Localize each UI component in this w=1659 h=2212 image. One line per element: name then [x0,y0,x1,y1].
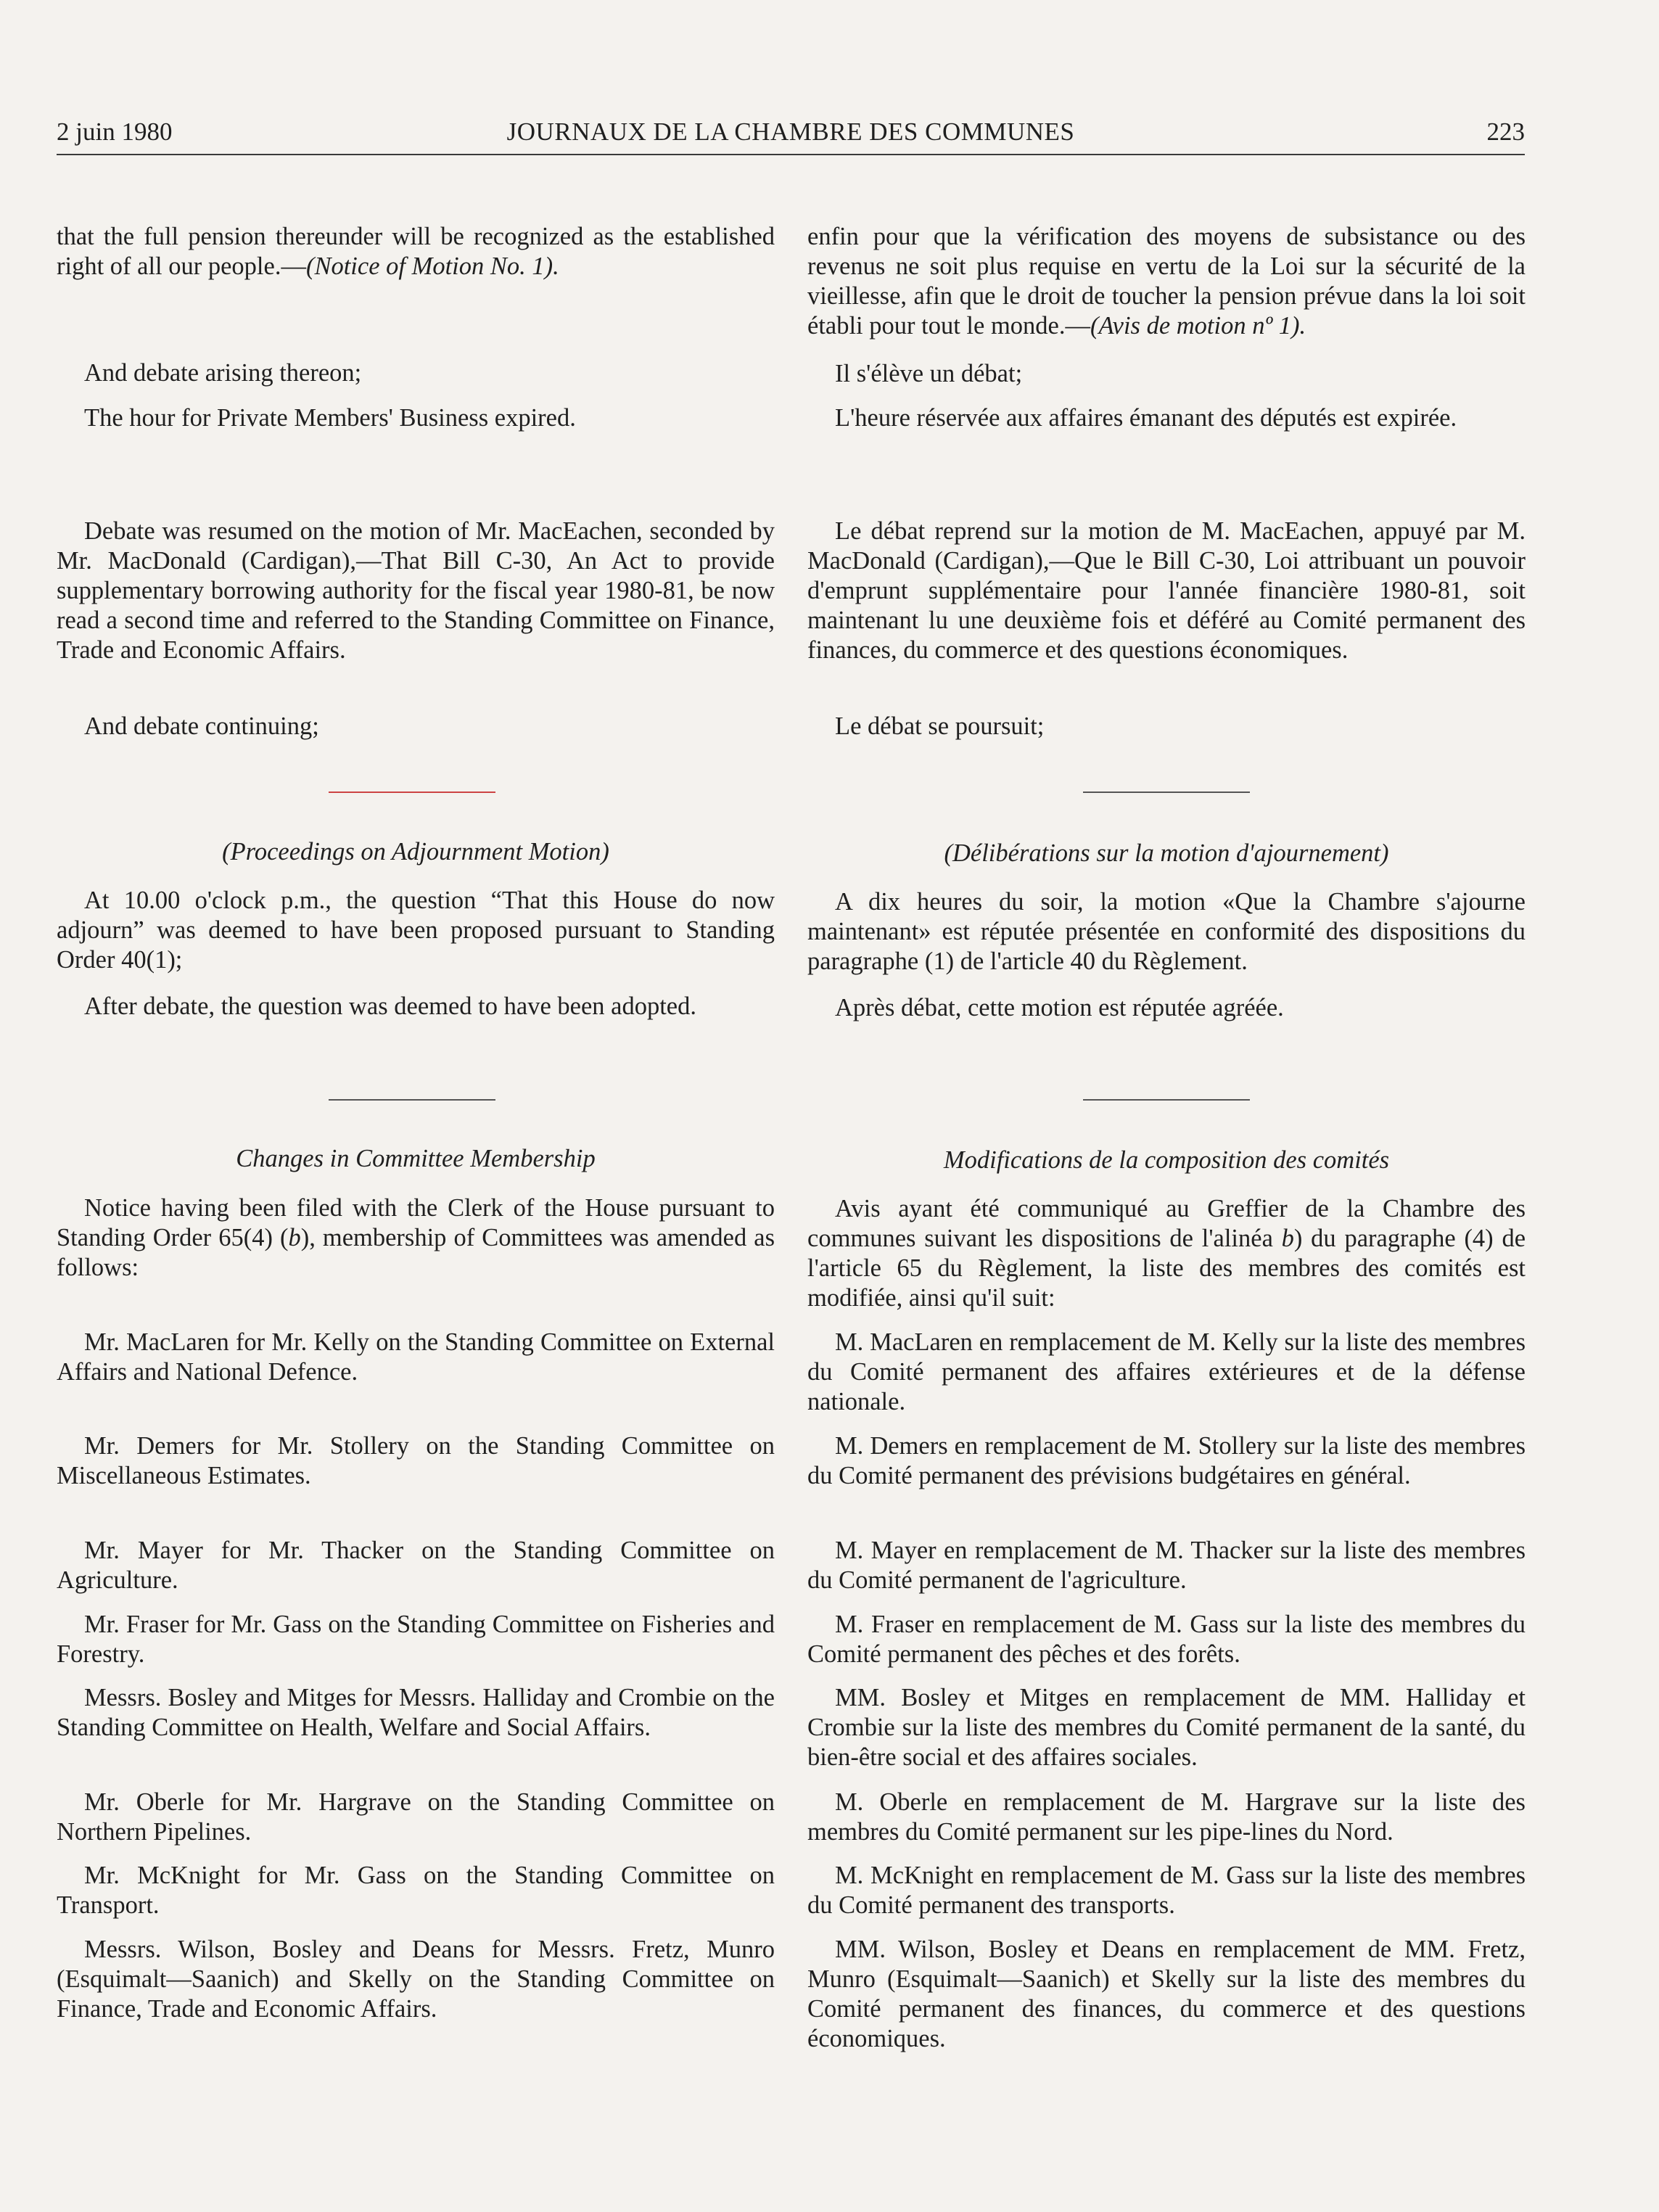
section-divider [329,1099,495,1101]
en-paragraph-notice-filed: Notice having been filed with the Clerk of the House pursuant to Standing Order 65(4) (b), membership of Committees was amended as follows: [57,1194,775,1281]
en-paragraph-pension: that the full pension thereunder will be recognized as the established right of all our people.—(Notice of Motion No. 1). [57,223,775,280]
fr-notice-reference: (Avis de motion nº 1). [1090,312,1306,340]
en-heading-adjournment: (Proceedings on Adjournment Motion) [222,838,609,866]
fr-paragraph-pension: enfin pour que la vérification des moyens de subsistance ou des revenus ne soit plus requise en vertu de la Loi sur la sécurité de la vieillesse, afin que le droit de toucher la pension prévue dans la loi soit établi pour tout le monde.—(Avis de motion nº 1). [807,223,1526,340]
en-paragraph-adjourn-question: At 10.00 o'clock p.m., the question “That this House do now adjourn” was deemed to have been proposed pursuant to Standing Order 40(1); [57,887,775,974]
en-committee-change: Mr. MacLaren for Mr. Kelly on the Standing Committee on External Affairs and National Defence. [57,1328,775,1386]
en-paragraph-debate-continuing: And debate continuing; [84,712,319,740]
en-committee-change: Mr. Mayer for Mr. Thacker on the Standing Committee on Agriculture. [57,1537,775,1594]
fr-committee-change: MM. Wilson, Bosley et Deans en remplacement de MM. Fretz, Munro (Esquimalt—Saanich) et Skelly sur la liste des membres du Comité permanent des finances, du commerce et des questions économiques. [807,1936,1526,2052]
fr-paragraph-adjourn-question: A dix heures du soir, la motion «Que la Chambre s'ajourne maintenant» est réputée présentée en conformité des dispositions du paragraphe (1) de l'article 40 du Règlement. [807,888,1526,975]
en-committee-change: Mr. Demers for Mr. Stollery on the Standing Committee on Miscellaneous Estimates. [57,1432,775,1489]
en-committee-change: Mr. Oberle for Mr. Hargrave on the Standing Committee on Northern Pipelines. [57,1788,775,1846]
fr-committee-change: M. Mayer en remplacement de M. Thacker sur la liste des membres du Comité permanent de l'agriculture. [807,1537,1526,1594]
fr-committee-change: M. Demers en remplacement de M. Stollery sur la liste des membres du Comité permanent des prévisions budgétaires en général. [807,1432,1526,1489]
en-paragraph-debate-resumed: Debate was resumed on the motion of Mr. MacEachen, seconded by Mr. MacDonald (Cardigan),—That Bill C-30, An Act to provide supplementary borrowing authority for the fiscal year 1980-81, be now read a second time and referred to the Standing Committee on Finance, Trade and Economic Affairs. [57,517,775,664]
fr-paragraph-debate-arising: Il s'élève un débat; [835,360,1023,387]
fr-committee-change: M. McKnight en remplacement de M. Gass sur la liste des membres du Comité permanent des transports. [807,1862,1526,1919]
fr-paragraph-adopted: Après débat, cette motion est réputée agréée. [835,994,1284,1021]
section-divider [329,792,495,793]
journal-title: JOURNAUX DE LA CHAMBRE DES COMMUNES [506,118,1075,146]
section-divider [1083,1099,1250,1101]
fr-paragraph-hour-expired: L'heure réservée aux affaires émanant des députés est expirée. [835,404,1457,432]
fr-paragraph-debate-resumed: Le débat reprend sur la motion de M. MacEachen, appuyé par M. MacDonald (Cardigan),—Que le Bill C-30, Loi attribuant un pouvoir d'emprunt supplémentaire pour l'année financière 1980-81, soit maintenant lu une deuxième fois et déféré au Comité permanent des finances, du commerce et des questions économiques. [807,517,1526,664]
page-header [57,116,1525,155]
fr-committee-change: M. MacLaren en remplacement de M. Kelly sur la liste des membres du Comité permanent des affaires extérieures et de la défense nationale. [807,1328,1526,1415]
section-divider [1083,792,1250,793]
en-heading-committee-changes: Changes in Committee Membership [236,1145,596,1172]
en-paragraph-hour-expired: The hour for Private Members' Business expired. [84,404,576,432]
fr-paragraph-notice-filed: Avis ayant été communiqué au Greffier de la Chambre des communes suivant les dispositions de l'alinéa b) du paragraphe (4) de l'article 65 du Règlement, la liste des membres des comités est modifiée, ainsi qu'il suit: [807,1195,1526,1312]
en-paragraph-debate-arising: And debate arising thereon; [84,359,362,387]
fr-committee-change: M. Fraser en remplacement de M. Gass sur la liste des membres du Comité permanent des pêches et des forêts. [807,1611,1526,1668]
en-committee-change: Messrs. Bosley and Mitges for Messrs. Halliday and Crombie on the Standing Committee on Health, Welfare and Social Affairs. [57,1684,775,1741]
header-date: 2 juin 1980 [57,118,173,146]
fr-committee-change: MM. Bosley et Mitges en remplacement de MM. Halliday et Crombie sur la liste des membres du Comité permanent de la santé, du bien-être social et des affaires sociales. [807,1684,1526,1771]
en-committee-change: Mr. McKnight for Mr. Gass on the Standing Committee on Transport. [57,1862,775,1919]
en-committee-change: Mr. Fraser for Mr. Gass on the Standing Committee on Fisheries and Forestry. [57,1611,775,1668]
page-number: 223 [1486,118,1525,146]
fr-paragraph-debate-continuing: Le débat se poursuit; [835,712,1045,740]
fr-heading-adjournment: (Délibérations sur la motion d'ajournement) [944,839,1389,867]
fr-heading-committee-changes: Modifications de la composition des comités [943,1146,1390,1174]
fr-committee-change: M. Oberle en remplacement de M. Hargrave sur la liste des membres du Comité permanent sur les pipe-lines du Nord. [807,1788,1526,1846]
en-notice-reference: (Notice of Motion No. 1). [305,252,559,280]
en-committee-change: Messrs. Wilson, Bosley and Deans for Messrs. Fretz, Munro (Esquimalt—Saanich) and Skelly on the Standing Committee on Finance, Trade and Economic Affairs. [57,1936,775,2023]
en-paragraph-adopted: After debate, the question was deemed to have been adopted. [84,992,696,1020]
